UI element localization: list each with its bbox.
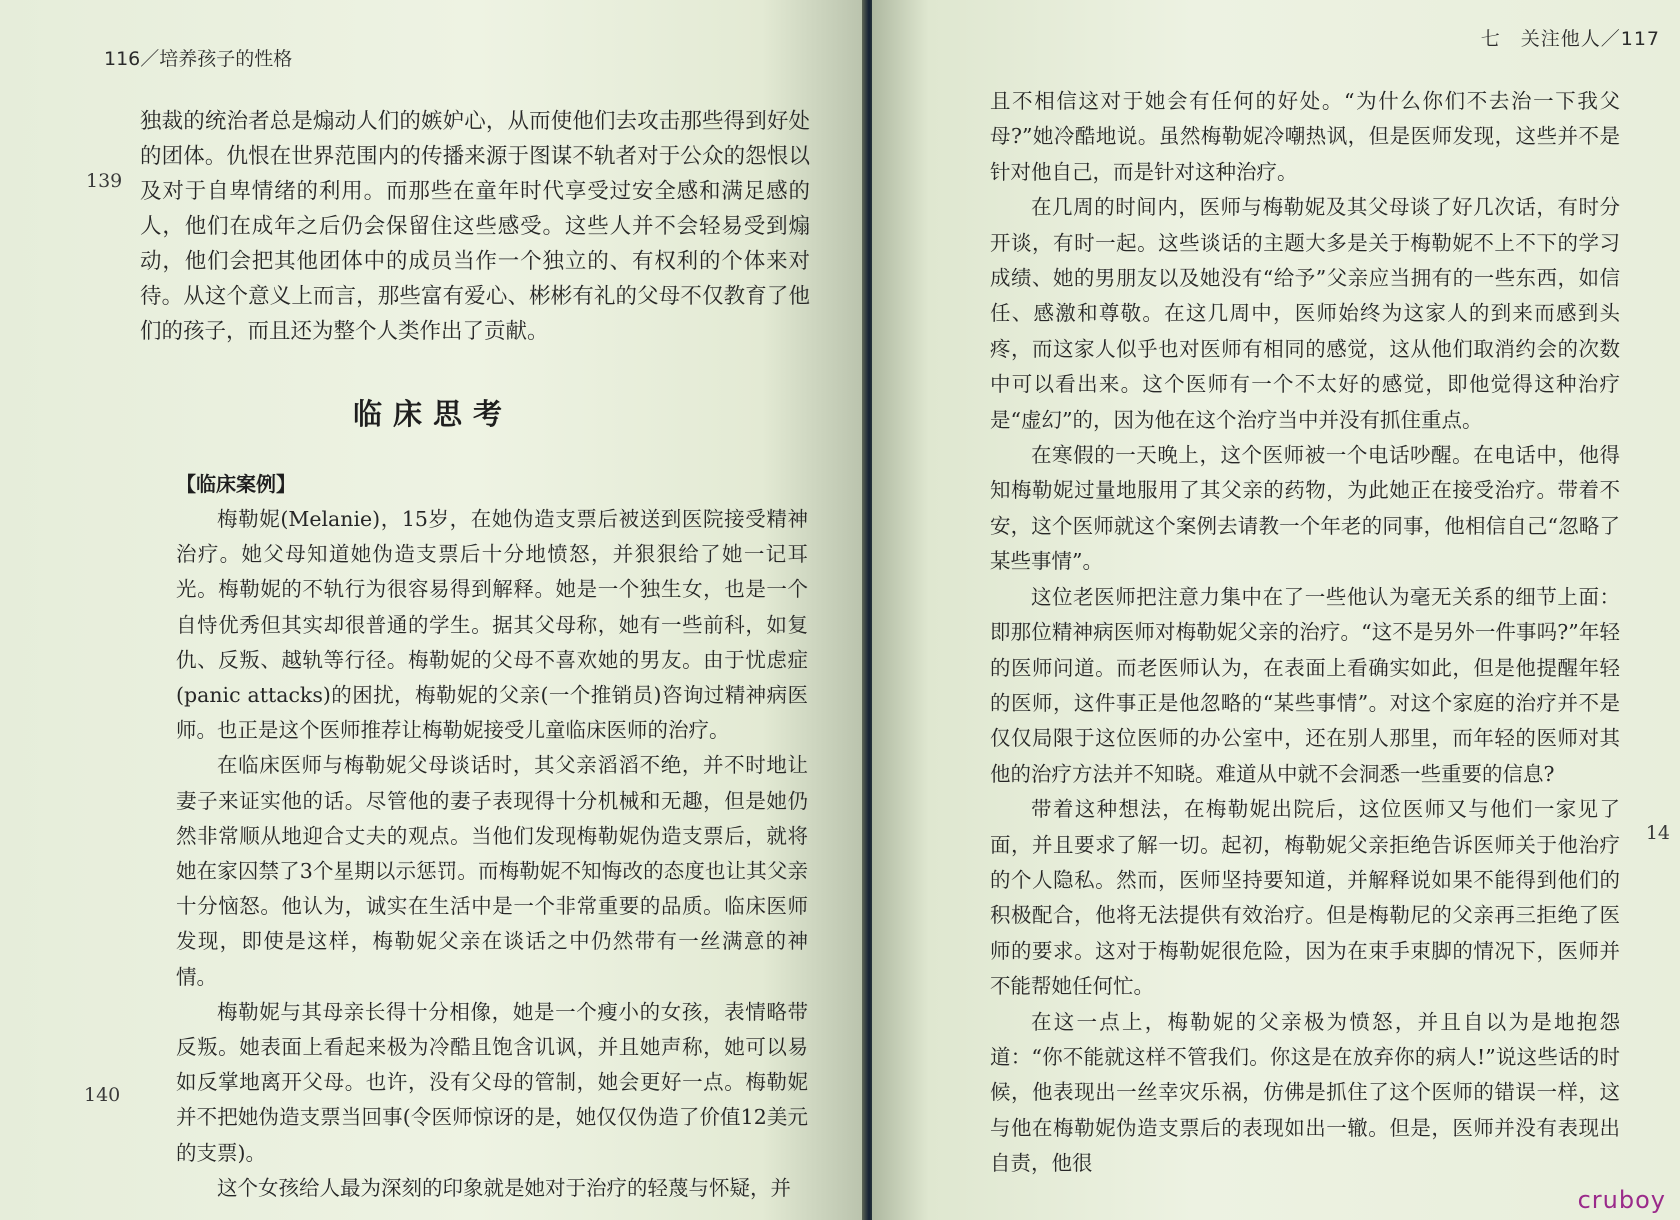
right-page-header: 七 关注他人／117 bbox=[1480, 28, 1660, 50]
intro-text bbox=[140, 104, 810, 349]
paragraph: 在这一点上，梅勒妮的父亲极为愤怒，并且自以为是地抱怨道：“你不能就这样不管我们。你这是在放弃你的病人!”说这些话的时候，他表现出一丝幸灾乐祸，仿佛是抓住了这个医师的错误一样，这与他在梅勒妮伪造支票后的表现如出一辙。但是，医师并没有表现出自责，他很 bbox=[990, 1009, 1620, 1176]
paragraph: 梅勒妮与其母亲长得十分相像，她是一个瘦小的女孩，表情略带反叛。她表面上看起来极为冷酷且饱含讥讽，并且她声称，她可以易如反掌地离开父母。也许，没有父母的管制，她会更好一点。梅勒妮并不把她伪造支票当回事(令医师惊讶的是，她仅仅伪造了价值12美元的支票)。 bbox=[176, 999, 808, 1165]
section-title: 临床思考 bbox=[352, 397, 513, 431]
margin-page-marker: 14 bbox=[1645, 822, 1670, 844]
case-text-continued bbox=[990, 84, 1620, 1182]
margin-page-marker: 139 bbox=[86, 170, 123, 192]
paragraph: 在几周的时间内，医师与梅勒妮及其父母谈了好几次话，有时分开谈，有时一起。这些谈话的主题大多是关于梅勒妮不上不下的学习成绩、她的男朋友以及她没有“给予”父亲应当拥有的一些东西，如信任、感激和尊敬。在这几周中，医师始终为这家人的到来而感到头疼，而这家人似乎也对医师有相同的感觉，这从他们取消约会的次数中可以看出来。这个医师有一个不太好的感觉，即他觉得这种治疗是“虚幻”的，因为他在这个治疗当中并没有抓住重点。 bbox=[990, 195, 1620, 432]
case-text bbox=[176, 502, 808, 1206]
paragraph: 独裁的统治者总是煽动人们的嫉妒心，从而使他们去攻击那些得到好处的团体。仇恨在世界范围内的传播来源于图谋不轨者对于公众的怨恨以及对于自卑情绪的利用。而那些在童年时代享受过安全感和满足感的人，他们在成年之后仍会保留住这些感受。这些人并不会轻易受到煽动，他们会把其他团体中的成员当作一个独立的、有权利的个体来对待。从这个意义上而言，那些富有爱心、彬彬有礼的父母不仅教育了他们的孩子，而且还为整个人类作出了贡献。 bbox=[140, 109, 810, 344]
paragraph: 在寒假的一天晚上，这个医师被一个电话吵醒。在电话中，他得知梅勒妮过量地服用了其父亲的药物，为此她正在接受治疗。带着不安，这个医师就这个案例去请教一个年老的同事，他相信自己“忽略了某些事情”。 bbox=[990, 443, 1620, 574]
paragraph: 且不相信这对于她会有任何的好处。“为什么你们不去治一下我父母?”她冷酷地说。虽然梅勒妮冷嘲热讽，但是医师发现，这些并不是针对他自己，而是针对这种治疗。 bbox=[990, 89, 1620, 184]
paragraph: 梅勒妮(Melanie)，15岁，在她伪造支票后被送到医院接受精神治疗。她父母知道她伪造支票后十分地愤怒，并狠狠给了她一记耳光。梅勒妮的不轨行为很容易得到解释。她是一个独生女，也是一个自恃优秀但其实却很普通的学生。据其父母称，她有一些前科，如复仇、反叛、越轨等行径。梅勒妮的父母不喜欢她的男友。由于忧虑症(panic attacks)的困扰，梅勒妮的父亲(一个推销员)咨询过精神病医师。也正是这个医师推荐让梅勒妮接受儿童临床医师的治疗。 bbox=[176, 507, 808, 743]
left-page-header: 116／培养孩子的性格 bbox=[104, 48, 293, 70]
paragraph: 在临床医师与梅勒妮父母谈话时，其父亲滔滔不绝，并不时地让妻子来证实他的话。尽管他的妻子表现得十分机械和无趣，但是她仍然非常顺从地迎合丈夫的观点。当他们发现梅勒妮伪造支票后，就将她在家囚禁了3个星期以示惩罚。而梅勒妮不知悔改的态度也让其父亲十分恼怒。他认为，诚实在生活中是一个非常重要的品质。临床医师发现，即使是这样，梅勒妮父亲在谈话之中仍然带有一丝满意的神情。 bbox=[176, 753, 808, 989]
case-label: 【临床案例】 bbox=[176, 472, 296, 496]
paragraph: 这位老医师把注意力集中在了一些他认为毫无关系的细节上面：即那位精神病医师对梅勒妮父亲的治疗。“这不是另外一件事吗?”年轻的医师问道。而老医师认为，在表面上看确实如此，但是他提醒年轻的医师，这件事正是他忽略的“某些事情”。对这个家庭的治疗并不是仅仅局限于这位医师的办公室中，还在别人那里，而年轻的医师对其他的治疗方法并不知晓。难道从中就不会洞悉一些重要的信息? bbox=[990, 584, 1620, 786]
paragraph: 带着这种想法，在梅勒妮出院后，这位医师又与他们一家见了面，并且要求了解一切。起初，梅勒妮父亲拒绝告诉医师关于他治疗的个人隐私。然而，医师坚持要知道，并解释说如果不能得到他们的积极配合，他将无法提供有效治疗。但是梅勒尼的父亲再三拒绝了医师的要求。这对于梅勒妮很危险，因为在束手束脚的情况下，医师并不能帮她任何忙。 bbox=[990, 797, 1620, 999]
margin-page-marker: 140 bbox=[84, 1084, 121, 1106]
watermark: cruboy bbox=[1577, 1186, 1666, 1214]
right-page bbox=[872, 0, 1680, 1220]
paragraph: 这个女孩给人最为深刻的印象就是她对于治疗的轻蔑与怀疑，并 bbox=[217, 1175, 791, 1200]
